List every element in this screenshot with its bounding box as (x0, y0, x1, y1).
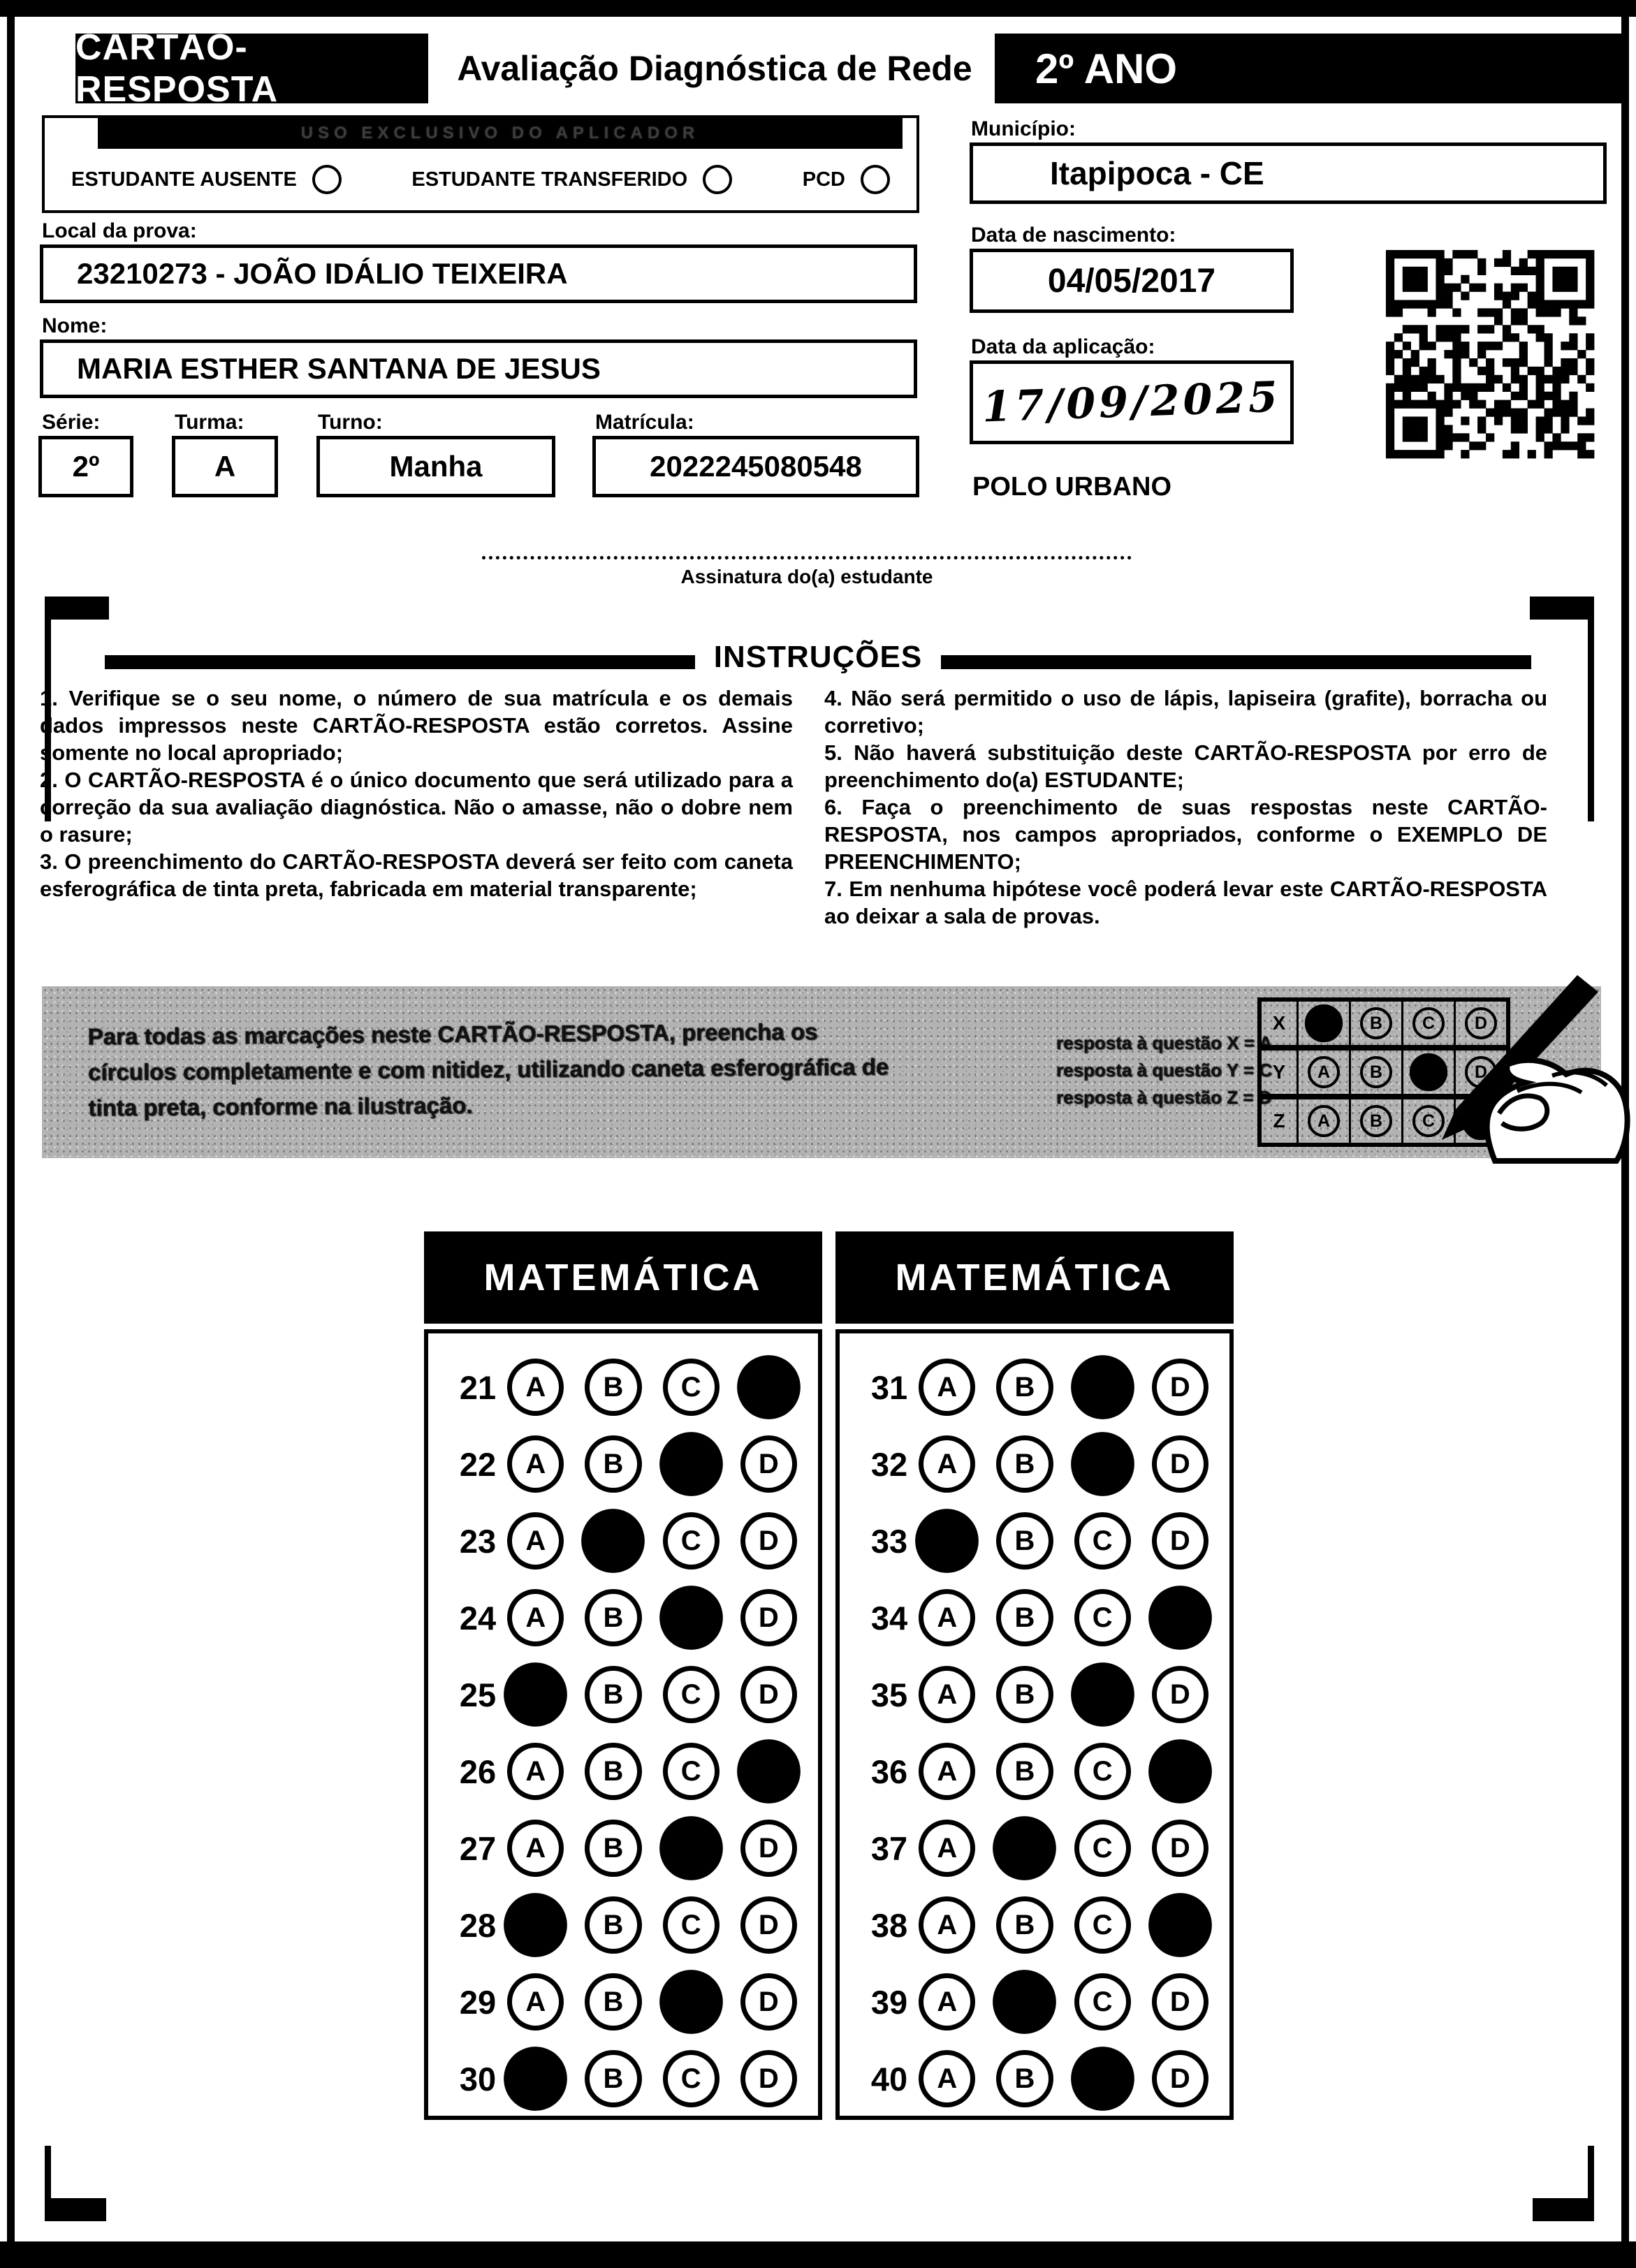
polo-text: POLO URBANO (972, 472, 1171, 502)
matricula-label: Matrícula: (595, 411, 694, 434)
turno-value: Manha (389, 450, 483, 483)
answer-bubble-34-B[interactable]: B (996, 1589, 1053, 1646)
hand-with-pen-illustration (1405, 975, 1636, 1169)
question-number-35: 35 (870, 1676, 908, 1713)
answer-bubble-31-C[interactable] (1071, 1355, 1134, 1419)
answer-bubble-29-A[interactable]: A (507, 1973, 564, 2031)
status-circle-pcd[interactable] (861, 165, 890, 194)
answer-block (424, 1329, 822, 2120)
status-item-pcd (803, 165, 890, 194)
example-bubble-Y-A: A (1308, 1056, 1340, 1088)
question-number-29: 29 (459, 1983, 497, 2021)
question-number-24: 24 (459, 1599, 497, 1637)
question-number-33: 33 (870, 1522, 908, 1560)
answer-bubble-26-B[interactable]: B (585, 1743, 641, 1800)
page-title: CARTÃO-RESPOSTA (75, 34, 428, 103)
answer-bubble-31-A[interactable]: A (919, 1359, 975, 1416)
matricula-value: 2022245080548 (650, 450, 862, 483)
status-circle-ausente[interactable] (312, 165, 342, 194)
example-cell-Y-A (1297, 1051, 1349, 1094)
answer-bubble-36-C[interactable]: C (1074, 1743, 1131, 1800)
answer-bubble-24-A[interactable]: A (507, 1589, 564, 1646)
instruction-item-6: 6. Faça o preenchimento de suas respostas neste CARTÃO-RESPOSTA, nos campos apropriados, conforme o EXEMPLO DE PREENCHIMENTO; (824, 795, 1547, 874)
serie-value: 2º (72, 450, 100, 483)
answer-bubble-37-C[interactable]: C (1074, 1820, 1131, 1877)
status-item-transferido (411, 165, 732, 194)
answer-bubble-28-A[interactable] (504, 1893, 567, 1957)
answer-bubble-27-A[interactable]: A (507, 1820, 564, 1877)
answer-row-21 (428, 1349, 818, 1426)
turma-value: A (214, 450, 236, 483)
answer-bubble-23-C[interactable]: C (663, 1512, 720, 1570)
question-number-31: 31 (870, 1368, 908, 1406)
answer-row-26 (428, 1733, 818, 1810)
answer-bubble-26-C[interactable]: C (663, 1743, 720, 1800)
fill-example-line-2: círculos completamente e com nitidez, utilizando caneta esferográfica de (87, 1053, 889, 1085)
answer-bubble-22-D[interactable]: D (740, 1435, 797, 1493)
nascimento-label: Data de nascimento: (971, 224, 1176, 247)
aplicacao-label: Data da aplicação: (971, 335, 1155, 358)
answer-bubble-27-D[interactable]: D (740, 1820, 797, 1877)
answer-row-30 (428, 2040, 818, 2117)
example-bubble-X-D: D (1465, 1007, 1497, 1039)
corner-bracket-bottom-right-icon (1533, 2146, 1594, 2221)
question-number-30: 30 (459, 2060, 497, 2098)
answer-bubble-38-D[interactable] (1148, 1893, 1212, 1957)
answer-bubble-34-C[interactable]: C (1074, 1589, 1131, 1646)
question-number-32: 32 (870, 1445, 908, 1483)
turno-label: Turno: (318, 411, 383, 434)
turno-box (316, 436, 555, 497)
answer-row-31 (840, 1349, 1229, 1426)
answer-row-39 (840, 1963, 1229, 2040)
answer-bubble-25-D[interactable]: D (740, 1666, 797, 1723)
status-label-pcd: PCD (802, 168, 845, 191)
answer-bubble-37-D[interactable]: D (1152, 1820, 1208, 1877)
municipio-label: Município: (971, 117, 1076, 140)
nome-value: MARIA ESTHER SANTANA DE JESUS (77, 352, 601, 385)
answer-row-35 (840, 1656, 1229, 1733)
answer-row-40 (840, 2040, 1229, 2117)
answer-bubble-33-D[interactable]: D (1152, 1512, 1208, 1570)
answer-bubble-31-D[interactable]: D (1152, 1359, 1208, 1416)
example-bubble-X-C: C (1412, 1007, 1445, 1039)
status-label-ausente: ESTUDANTE AUSENTE (71, 168, 297, 191)
answer-bubble-24-B[interactable]: B (585, 1589, 641, 1646)
answer-bubble-40-C[interactable] (1071, 2047, 1134, 2111)
question-number-40: 40 (870, 2060, 908, 2098)
example-bubble-Y-B: B (1360, 1056, 1392, 1088)
status-circle-transferido[interactable] (703, 165, 732, 194)
applicator-bar (98, 118, 903, 149)
answer-bubble-22-C[interactable] (659, 1432, 723, 1496)
answer-row-23 (428, 1502, 818, 1579)
answer-bubble-28-B[interactable]: B (585, 1896, 641, 1954)
answer-row-36 (840, 1733, 1229, 1810)
answer-row-32 (840, 1426, 1229, 1502)
answer-bubble-23-A[interactable]: A (507, 1512, 564, 1570)
answer-row-22 (428, 1426, 818, 1502)
answer-row-37 (840, 1810, 1229, 1887)
page-border-bottom (0, 2241, 1636, 2268)
page-border-left (7, 17, 15, 2241)
answer-bubble-26-D[interactable] (737, 1739, 801, 1804)
fill-example-line-3: tinta preta, conforme na ilustração. (88, 1092, 473, 1121)
example-bubble-Z-A: A (1308, 1105, 1340, 1137)
question-number-25: 25 (459, 1676, 497, 1713)
answer-bubble-25-C[interactable]: C (663, 1666, 720, 1723)
legend-line-y: resposta à questão Y = C (1056, 1060, 1273, 1081)
applicator-status-box (42, 115, 919, 213)
answer-bubble-23-D[interactable]: D (740, 1512, 797, 1570)
qr-code (1378, 242, 1602, 470)
exam-subtitle: Avaliação Diagnóstica de Rede (457, 49, 972, 88)
answer-bubble-40-B[interactable]: B (996, 2050, 1053, 2107)
example-cell-Z-A (1297, 1099, 1349, 1143)
example-bubble-Z-C: C (1412, 1105, 1445, 1137)
answer-row-33 (840, 1502, 1229, 1579)
answer-bubble-22-A[interactable]: A (507, 1435, 564, 1493)
answer-bubble-38-C[interactable]: C (1074, 1896, 1131, 1954)
nascimento-box (970, 249, 1294, 313)
answer-bubble-30-D[interactable]: D (740, 2050, 797, 2107)
answer-bubble-29-D[interactable]: D (740, 1973, 797, 2031)
example-cell-Z-B (1349, 1099, 1401, 1143)
answer-bubble-35-A[interactable]: A (919, 1666, 975, 1723)
instructions-column-left (40, 685, 793, 902)
example-cell-Y-B (1349, 1051, 1401, 1094)
answer-bubble-21-A[interactable]: A (507, 1359, 564, 1416)
answer-bubble-22-B[interactable]: B (585, 1435, 641, 1493)
turma-label: Turma: (175, 411, 244, 434)
status-item-ausente (71, 165, 342, 194)
status-label-transferido: ESTUDANTE TRANSFERIDO (411, 168, 688, 191)
answer-bubble-35-B[interactable]: B (996, 1666, 1053, 1723)
grade-badge: 2º ANO (995, 34, 1629, 103)
answer-bubble-21-D[interactable] (737, 1355, 801, 1419)
fill-example-line-1: Para todas as marcações neste CARTÃO-RESPOSTA, preencha os (87, 1018, 818, 1050)
answer-bubble-33-B[interactable]: B (996, 1512, 1053, 1570)
answer-bubble-30-B[interactable]: B (585, 2050, 641, 2107)
answer-bubble-39-A[interactable]: A (919, 1973, 975, 2031)
nascimento-value: 04/05/2017 (1047, 262, 1216, 300)
answer-bubble-36-A[interactable]: A (919, 1743, 975, 1800)
signature-line[interactable] (482, 556, 1132, 559)
matricula-box (592, 436, 919, 497)
answer-bubble-21-B[interactable]: B (585, 1359, 641, 1416)
question-number-37: 37 (870, 1829, 908, 1867)
answer-bubble-29-B[interactable]: B (585, 1973, 641, 2031)
answer-bubble-37-A[interactable]: A (919, 1820, 975, 1877)
answer-bubble-39-B[interactable] (993, 1970, 1056, 2034)
example-row-label-Y: Y (1272, 1061, 1286, 1083)
answer-bubble-38-A[interactable]: A (919, 1896, 975, 1954)
instruction-item-3: 3. O preenchimento do CARTÃO-RESPOSTA deverá ser feito com caneta esferográfica de tinta preta, fabricada em material transparente; (40, 849, 793, 901)
instruction-item-7: 7. Em nenhuma hipótese você poderá levar este CARTÃO-RESPOSTA ao deixar a sala de provas. (824, 877, 1547, 928)
answer-bubble-27-C[interactable] (659, 1816, 723, 1880)
instruction-item-5: 5. Não haverá substituição deste CARTÃO-RESPOSTA por erro de preenchimento do(a) ESTUDANTE; (824, 740, 1547, 792)
answer-bubble-25-B[interactable]: B (585, 1666, 641, 1723)
answer-row-34 (840, 1579, 1229, 1656)
answer-bubble-23-B[interactable] (581, 1509, 645, 1573)
answer-bubble-33-C[interactable]: C (1074, 1512, 1131, 1570)
question-number-27: 27 (459, 1829, 497, 1867)
aplicacao-box[interactable] (970, 360, 1294, 444)
answer-bubble-39-C[interactable]: C (1074, 1973, 1131, 2031)
answer-block (835, 1329, 1234, 2120)
status-options-row (45, 149, 916, 210)
answer-bubble-36-D[interactable] (1148, 1739, 1212, 1804)
applicator-bar-text: USO EXCLUSIVO DO APLICADOR (300, 124, 700, 142)
question-number-38: 38 (870, 1906, 908, 1944)
corner-bracket-bottom-left-icon (45, 2146, 106, 2221)
answer-bubble-38-B[interactable]: B (996, 1896, 1053, 1954)
answer-row-27 (428, 1810, 818, 1887)
answer-bubble-28-C[interactable]: C (663, 1896, 720, 1954)
answer-bubble-33-A[interactable] (915, 1509, 979, 1573)
aplicacao-handwritten-value: 17/09/2025 (981, 372, 1282, 432)
answer-bubble-35-D[interactable]: D (1152, 1666, 1208, 1723)
municipio-box (970, 142, 1607, 204)
example-bubble-X-B: B (1360, 1007, 1392, 1039)
nome-box (40, 339, 917, 398)
answer-bubble-35-C[interactable] (1071, 1662, 1134, 1727)
instruction-item-2: 2. O CARTÃO-RESPOSTA é o único documento que será utilizado para a correção da sua avaliação diagnóstica. Não o amasse, não o dobre nem o rasure; (40, 768, 793, 847)
answer-bubble-30-A[interactable] (504, 2047, 567, 2111)
answer-bubble-32-C[interactable] (1071, 1432, 1134, 1496)
instructions-rule-left (105, 655, 695, 669)
answer-row-25 (428, 1656, 818, 1733)
instructions-column-right (824, 685, 1547, 930)
answer-bubble-34-A[interactable]: A (919, 1589, 975, 1646)
instructions-rule-right (941, 655, 1531, 669)
answer-row-38 (840, 1887, 1229, 1963)
local-prova-box (40, 244, 917, 303)
signature-label: Assinatura do(a) estudante (680, 566, 933, 587)
example-row-label-X: X (1272, 1012, 1286, 1034)
answer-row-29 (428, 1963, 818, 2040)
answer-bubble-34-D[interactable] (1148, 1586, 1212, 1650)
answer-bubble-40-A[interactable]: A (919, 2050, 975, 2107)
answer-bubble-37-B[interactable] (993, 1816, 1056, 1880)
answer-bubble-40-D[interactable]: D (1152, 2050, 1208, 2107)
answer-bubble-26-A[interactable]: A (507, 1743, 564, 1800)
answer-bubble-29-C[interactable] (659, 1970, 723, 2034)
question-number-28: 28 (459, 1906, 497, 1944)
example-cell-X-A (1297, 1002, 1349, 1045)
instructions-title: INSTRUÇÕES (713, 640, 923, 674)
answer-bubble-36-B[interactable]: B (996, 1743, 1053, 1800)
answer-bubble-32-B[interactable]: B (996, 1435, 1053, 1493)
instruction-item-4: 4. Não será permitido o uso de lápis, lapiseira (grafite), borracha ou corretivo; (824, 686, 1547, 738)
local-prova-label: Local da prova: (42, 219, 197, 242)
legend-line-x: resposta à questão X = A (1056, 1032, 1272, 1053)
answer-bubble-31-B[interactable]: B (996, 1359, 1053, 1416)
answer-bubble-32-D[interactable]: D (1152, 1435, 1208, 1493)
question-number-23: 23 (459, 1522, 497, 1560)
instruction-item-1: 1. Verifique se o seu nome, o número de sua matrícula e os demais dados impressos neste CARTÃO-RESPOSTA estão corretos. Assine somente no local apropriado; (40, 686, 793, 765)
serie-box (38, 436, 133, 497)
question-number-39: 39 (870, 1983, 908, 2021)
page-border-top (0, 0, 1636, 17)
legend-line-z: resposta à questão Z = D (1056, 1087, 1272, 1108)
answer-bubble-32-A[interactable]: A (919, 1435, 975, 1493)
example-bubble-Z-B: B (1360, 1105, 1392, 1137)
question-number-34: 34 (870, 1599, 908, 1637)
answer-bubble-24-C[interactable] (659, 1586, 723, 1650)
example-bubble-X-A (1305, 1004, 1343, 1042)
question-number-36: 36 (870, 1753, 908, 1790)
answer-row-24 (428, 1579, 818, 1656)
example-row-label-Z: Z (1273, 1110, 1285, 1132)
answer-bubble-25-A[interactable] (504, 1662, 567, 1727)
answer-bubble-39-D[interactable]: D (1152, 1973, 1208, 2031)
example-cell-X-B (1349, 1002, 1401, 1045)
answer-bubble-21-C[interactable]: C (663, 1359, 720, 1416)
fill-example-box (42, 986, 1601, 1158)
local-prova-value: 23210273 - JOÃO IDÁLIO TEIXEIRA (77, 257, 568, 290)
question-number-26: 26 (459, 1753, 497, 1790)
subject-header-matematica-1: MATEMÁTICA (424, 1231, 822, 1324)
answer-bubble-30-C[interactable]: C (663, 2050, 720, 2107)
nome-label: Nome: (42, 314, 108, 337)
question-number-22: 22 (459, 1445, 497, 1483)
answer-bubble-28-D[interactable]: D (740, 1896, 797, 1954)
answer-bubble-27-B[interactable]: B (585, 1820, 641, 1877)
answer-row-28 (428, 1887, 818, 1963)
example-bubble-Y-D: D (1465, 1056, 1497, 1088)
subject-header-matematica-2: MATEMÁTICA (835, 1231, 1234, 1324)
municipio-value: Itapipoca - CE (1050, 155, 1264, 191)
question-number-21: 21 (459, 1368, 497, 1406)
answer-bubble-24-D[interactable]: D (740, 1589, 797, 1646)
turma-box (172, 436, 278, 497)
fill-example-text (87, 1012, 996, 1125)
serie-label: Série: (42, 411, 101, 434)
